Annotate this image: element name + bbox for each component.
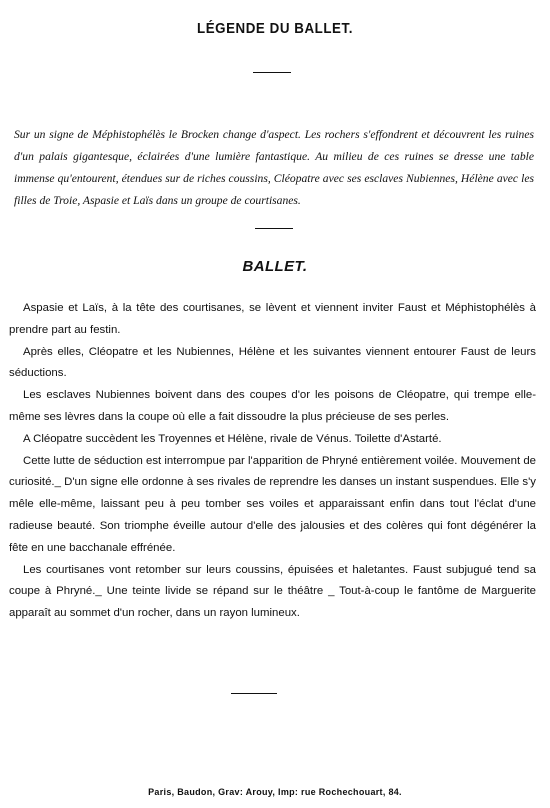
printer-imprint: Paris, Baudon, Grav: Arouy, Imp: rue Rochechouart, 84. [148,787,402,797]
title-divider [253,72,291,73]
ballet-paragraph: Cette lutte de séduction est interrompue par l'apparition de Phryné entièrement voilée. Mouvement de curiosité._ D'un signe elle ordonne à ses rivales de reprendre les danses un instant suspendues. Elle s'y mêle elle-même, laissant peu à peu tomber ses voiles et apparaissant enfin dans tout l'éclat d'une radieuse beauté. Son triomphe éveille autour d'elle des jalousies et des colères qui font dégénérer la fête en une bacchanale effrénée. [9,454,536,554]
ballet-paragraph: Les esclaves Nubiennes boivent dans des coupes d'or les poisons de Cléopatre, qui trempe elle-même ses lèvres dans la coupe où elle a fait dissoudre la plus précieuse de ses perles. [9,389,536,423]
closing-divider [231,693,277,694]
page-title: LÉGENDE DU BALLET. [197,21,353,37]
section-heading: BALLET. [242,258,308,275]
ballet-body [9,298,536,625]
intro-text: Sur un signe de Méphistophélès le Brocken change d'aspect. Les rochers s'effondrent et découvrent les ruines d'un palais gigantesque, éclairées d'une lumière fantastique. Au milieu de ces ruines se dresse une table immense qu'entourent, étendues sur de riches coussins, Cléopatre avec ses esclaves Nubiennes, Hélène avec les filles de Troie, Aspasie et Laïs dans un groupe de courtisanes. [14,128,534,207]
intro-paragraph [14,124,534,212]
ballet-paragraph: Aspasie et Laïs, à la tête des courtisanes, se lèvent et viennent inviter Faust et Méphistophélès à prendre part au festin. [9,302,536,336]
ballet-paragraph: A Cléopatre succèdent les Troyennes et Hélène, rivale de Vénus. Toilette d'Astarté. [23,432,442,445]
ballet-paragraph: Les courtisanes vont retomber sur leurs coussins, épuisées et haletantes. Faust subjugué tend sa coupe à Phryné._ Une teinte livide se répand sur le théâtre _ Tout-à-coup le fantôme de Marguerite apparaît au sommet d'un rocher, dans un rayon lumineux. [9,563,536,620]
intro-divider [255,228,293,229]
ballet-paragraph: Après elles, Cléopatre et les Nubiennes, Hélène et les suivantes viennent entourer Faust de leurs séductions. [9,345,536,380]
